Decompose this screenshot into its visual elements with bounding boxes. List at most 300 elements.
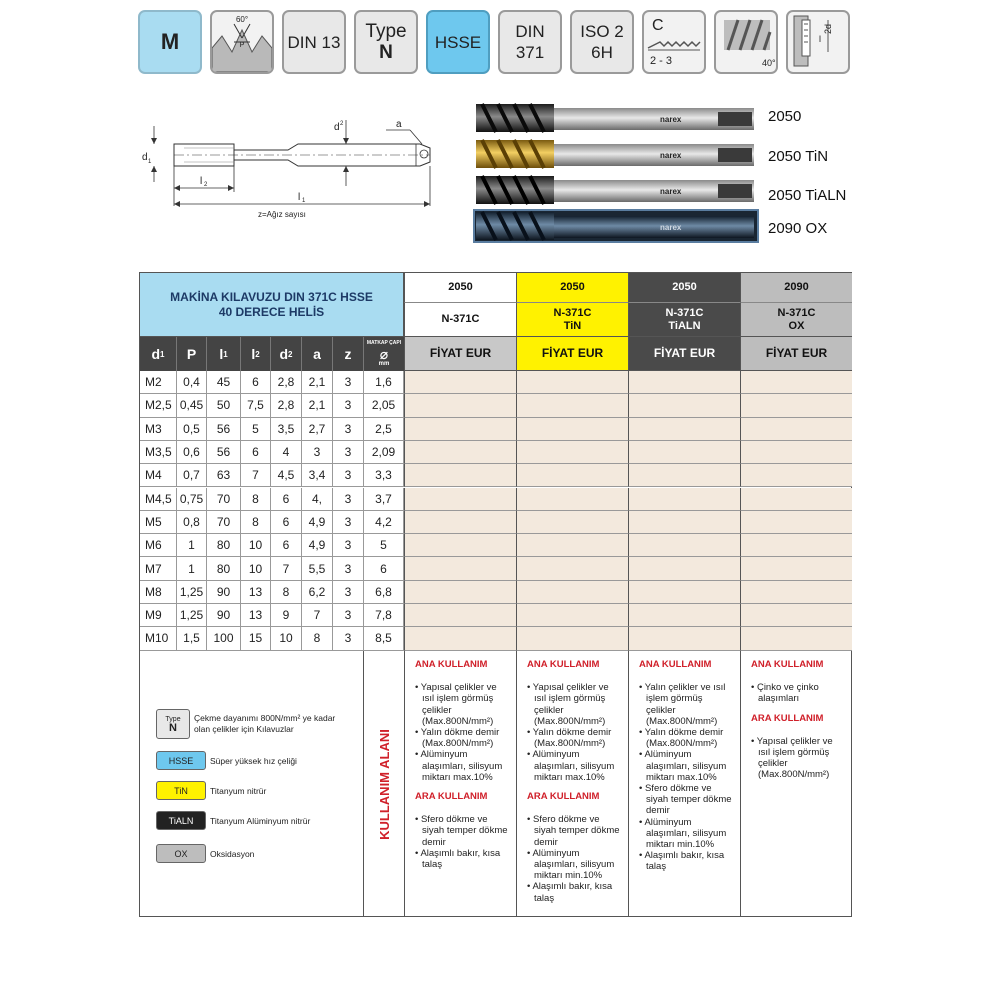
usage-item: • Yalın dökme demir (Max.800N/mm²) xyxy=(415,727,500,750)
price-cell xyxy=(740,534,852,557)
legend-text: Titanyum nitrür xyxy=(210,785,267,796)
price-cell xyxy=(740,418,852,441)
table-cell: 3 xyxy=(333,557,364,580)
main-usage-title: ANA KULLANIM xyxy=(527,659,600,670)
price-cell xyxy=(404,488,516,511)
table-cell: 6 xyxy=(364,557,404,580)
table-cell: 6 xyxy=(241,441,271,464)
helix-angle-label: 40° xyxy=(762,58,776,68)
price-cell xyxy=(740,581,852,604)
price-cell xyxy=(740,394,852,417)
table-cell: 3 xyxy=(333,394,364,417)
table-cell: 2,1 xyxy=(302,371,333,394)
tap-photos xyxy=(472,100,762,245)
price-cell xyxy=(516,534,628,557)
price-cell xyxy=(404,394,516,417)
usage-item: • Sfero dökme ve siyah temper dökme demir xyxy=(527,814,620,848)
table-cell: 8 xyxy=(271,581,302,604)
price-header: FİYAT EUR xyxy=(740,337,852,371)
tap-photo-2090-ox xyxy=(474,210,758,242)
table-cell: 4,9 xyxy=(302,511,333,534)
drill-diameter-icon: ⌀ xyxy=(379,346,389,362)
main-usage-list xyxy=(415,682,510,783)
price-cell xyxy=(628,371,740,394)
price-cell xyxy=(404,511,516,534)
column-code: 2090 xyxy=(740,273,852,303)
table-cell: 1,25 xyxy=(177,604,207,627)
din13-label: DIN 13 xyxy=(287,32,341,52)
table-cell: 80 xyxy=(207,534,241,557)
chamfer-value: 2 - 3 xyxy=(650,55,673,67)
tap-photo-strip xyxy=(472,100,762,245)
table-cell: M7 xyxy=(140,557,177,580)
price-cell xyxy=(404,581,516,604)
table-cell: 2,7 xyxy=(302,418,333,441)
table-cell: 80 xyxy=(207,557,241,580)
drill-header xyxy=(364,337,404,371)
legend-text: Titanyum Alüminyum nitrür xyxy=(210,815,311,826)
table-cell: 3 xyxy=(333,488,364,511)
table-cell: 3 xyxy=(333,441,364,464)
main-usage-list xyxy=(639,682,734,872)
table-cell: 2,05 xyxy=(364,394,404,417)
table-cell: 1 xyxy=(177,557,207,580)
price-cell xyxy=(404,371,516,394)
dim-header-text: d xyxy=(151,346,161,362)
main-usage-list xyxy=(751,682,846,704)
usage-item: • Alüminyum alaşımları, silisyum miktarı max.10% xyxy=(639,749,727,783)
table-cell: 3 xyxy=(333,581,364,604)
sub-usage-title: ARA KULLANIM xyxy=(415,791,488,803)
price-cell xyxy=(740,441,852,464)
table-cell: 1 xyxy=(177,534,207,557)
column-sub-text: OX xyxy=(788,319,805,332)
table-cell: 3 xyxy=(333,604,364,627)
usage-column xyxy=(628,651,740,917)
table-cell: 56 xyxy=(207,441,241,464)
brand-logo-3: narex xyxy=(660,187,682,196)
table-title-line1: MAKİNA KILAVUZU DIN 371C HSSE xyxy=(170,289,373,304)
table-cell: 4,5 xyxy=(271,464,302,487)
legend-type-label: Type xyxy=(165,716,181,723)
din371-label-a: DIN xyxy=(515,22,545,41)
sub-usage-list xyxy=(415,814,510,870)
table-cell: 3 xyxy=(333,418,364,441)
table-cell: 45 xyxy=(207,371,241,394)
type-value: N xyxy=(379,42,393,63)
table-cell: 8 xyxy=(241,488,271,511)
table-cell: 0,75 xyxy=(177,488,207,511)
column-name-text: N-371C xyxy=(665,306,704,319)
price-cell xyxy=(404,627,516,650)
main-usage-title: ANA KULLANIM xyxy=(751,659,824,670)
legend-text: Oksidasyon xyxy=(210,848,255,859)
price-cell xyxy=(628,557,740,580)
legend-item xyxy=(156,709,344,739)
price-header: FİYAT EUR xyxy=(628,337,740,371)
usage-item: • Sfero dökme ve siyah temper dökme demir xyxy=(639,783,732,817)
legend-item xyxy=(156,844,254,863)
price-cell xyxy=(404,604,516,627)
table-cell: 90 xyxy=(207,581,241,604)
helix-badge xyxy=(714,10,778,74)
usage-vertical-label xyxy=(364,651,404,917)
price-cell xyxy=(740,371,852,394)
table-cell: 10 xyxy=(241,557,271,580)
table-cell: M5 xyxy=(140,511,177,534)
table-cell: 4 xyxy=(271,441,302,464)
price-cell xyxy=(628,488,740,511)
legend-item xyxy=(156,751,297,770)
dim-header-text: P xyxy=(186,346,197,362)
price-cell xyxy=(516,604,628,627)
price-cell xyxy=(628,534,740,557)
dim-header-text: a xyxy=(313,346,321,362)
iso-badge xyxy=(570,10,634,74)
table-cell: 90 xyxy=(207,604,241,627)
din371-badge xyxy=(498,10,562,74)
table-cell: 0,5 xyxy=(177,418,207,441)
drill-header-text: MATKAP ÇAPI xyxy=(366,340,402,346)
table-cell: 7 xyxy=(241,464,271,487)
table-cell: M9 xyxy=(140,604,177,627)
svg-text:2: 2 xyxy=(340,121,344,127)
price-cell xyxy=(516,418,628,441)
table-cell: 0,8 xyxy=(177,511,207,534)
table-cell: M6 xyxy=(140,534,177,557)
table-cell: 10 xyxy=(241,534,271,557)
column-code: 2050 xyxy=(628,273,740,303)
hsse-badge xyxy=(426,10,490,74)
chamfer-c-label: C xyxy=(652,17,664,34)
price-cell xyxy=(628,581,740,604)
price-cell xyxy=(516,464,628,487)
dim-header-sub: 2 xyxy=(288,349,293,359)
price-cell xyxy=(628,464,740,487)
price-cell xyxy=(516,441,628,464)
chamfer-icon xyxy=(644,12,704,72)
dim-header-text: d xyxy=(279,346,289,362)
drill-unit: mm xyxy=(378,361,390,367)
price-cell xyxy=(516,511,628,534)
feature-badges xyxy=(138,10,854,74)
svg-text:1: 1 xyxy=(302,198,306,204)
column-name xyxy=(516,303,628,337)
angle-label: 60° xyxy=(235,15,249,24)
price-cell xyxy=(740,604,852,627)
price-cell xyxy=(740,557,852,580)
table-cell: 1,5 xyxy=(177,627,207,650)
usage-vertical-text: KULLANIM ALANI xyxy=(376,728,392,840)
table-cell: 6 xyxy=(271,534,302,557)
sub-usage-title: ARA KULLANIM xyxy=(527,791,600,803)
main-usage-list xyxy=(527,682,622,783)
sub-usage-list xyxy=(527,814,622,904)
l2-label: l xyxy=(200,176,203,187)
column-code: 2050 xyxy=(516,273,628,303)
price-cell xyxy=(628,511,740,534)
legend-text: Süper yüksek hız çeliği xyxy=(210,755,297,766)
price-cell xyxy=(404,557,516,580)
table-cell: M2,5 xyxy=(140,394,177,417)
price-cell xyxy=(740,627,852,650)
tap-drawing xyxy=(138,110,438,230)
main-usage-title: ANA KULLANIM xyxy=(415,659,488,670)
drawing-caption: z=Ağız sayısı xyxy=(258,210,306,219)
column-code: 2050 xyxy=(404,273,516,303)
column-name xyxy=(404,303,516,337)
column-name xyxy=(628,303,740,337)
price-cell xyxy=(404,534,516,557)
table-cell: M3,5 xyxy=(140,441,177,464)
hsse-label: HSSE xyxy=(434,32,482,52)
table-cell: 3,3 xyxy=(364,464,404,487)
dim-header xyxy=(241,337,271,371)
table-cell: 7 xyxy=(302,604,333,627)
usage-column xyxy=(740,651,852,917)
sub-usage-list xyxy=(751,736,846,781)
price-cell xyxy=(404,441,516,464)
table-cell: 0,6 xyxy=(177,441,207,464)
tool-label-2090-ox: 2090 OX xyxy=(768,220,828,237)
thread-profile-badge xyxy=(210,10,274,74)
dim-header xyxy=(302,337,333,371)
legend xyxy=(140,651,364,917)
table-cell: 50 xyxy=(207,394,241,417)
price-cell xyxy=(516,371,628,394)
type-label: Type xyxy=(365,21,407,42)
usage-item: • Yalın dökme demir (Max.800N/mm²) xyxy=(639,727,724,750)
table-cell: 6,8 xyxy=(364,581,404,604)
table-cell: 5 xyxy=(364,534,404,557)
dim-header-text: l xyxy=(219,346,224,362)
column-sub-text: TiN xyxy=(563,319,582,332)
brand-logo-2: narex xyxy=(660,151,682,160)
table-cell: 4, xyxy=(302,488,333,511)
dim-header-text: l xyxy=(251,346,256,362)
din13-badge xyxy=(282,10,346,74)
tool-label-2050-tin: 2050 TiN xyxy=(768,148,829,165)
table-cell: 70 xyxy=(207,488,241,511)
table-cell: 3,4 xyxy=(302,464,333,487)
table-cell: 10 xyxy=(271,627,302,650)
table-cell: 3,5 xyxy=(271,418,302,441)
depth-l-label: l xyxy=(819,34,821,44)
table-cell: 13 xyxy=(241,581,271,604)
depth-label: 2d xyxy=(823,23,833,34)
dim-header-text: z xyxy=(344,346,352,362)
table-cell: 6 xyxy=(271,488,302,511)
sub-usage-title: ARA KULLANIM xyxy=(751,712,824,724)
legend-type-value: N xyxy=(169,722,177,734)
table-cell: M3 xyxy=(140,418,177,441)
blind-hole-icon xyxy=(788,12,848,72)
price-cell xyxy=(404,418,516,441)
table-cell: 4,2 xyxy=(364,511,404,534)
d2-label: d xyxy=(334,122,340,133)
table-cell: M10 xyxy=(140,627,177,650)
price-cell xyxy=(628,627,740,650)
iso-label-a: ISO 2 xyxy=(580,22,624,41)
column-name-text: N-371C xyxy=(777,306,816,319)
usage-item: • Alaşımlı bakır, kısa talaş xyxy=(415,847,501,871)
table-cell: 3 xyxy=(333,534,364,557)
table-cell: 6,2 xyxy=(302,581,333,604)
price-header: FİYAT EUR xyxy=(516,337,628,371)
table-cell: 5 xyxy=(241,418,271,441)
table-cell: M4,5 xyxy=(140,488,177,511)
type-n-badge xyxy=(354,10,418,74)
tool-label-2050: 2050 xyxy=(768,108,802,125)
usage-item: • Yalın çelikler ve ısıl işlem görmüş çelikler (Max.800N/mm²) xyxy=(639,682,726,727)
price-cell xyxy=(740,488,852,511)
table-cell: 3 xyxy=(333,371,364,394)
metric-label: M xyxy=(160,29,180,54)
price-cell xyxy=(628,604,740,627)
table-title-line2: 40 DERECE HELİS xyxy=(218,304,325,319)
table-cell: 6 xyxy=(271,511,302,534)
usage-item: • Yapısal çelikler ve ısıl işlem görmüş çelikler (Max.800N/mm²) xyxy=(751,735,833,781)
column-name-text: N-371C xyxy=(441,313,480,325)
usage-item: • Alüminyum alaşımları, silisyum miktarı max.10% xyxy=(415,749,503,783)
pitch-label: P xyxy=(239,42,245,49)
table-cell: 63 xyxy=(207,464,241,487)
legend-item xyxy=(156,781,266,800)
legend-box: TiN xyxy=(156,781,206,800)
usage-column xyxy=(404,651,516,917)
svg-text:2: 2 xyxy=(204,182,208,188)
table-cell: 3 xyxy=(333,627,364,650)
price-cell xyxy=(740,511,852,534)
table-cell: 100 xyxy=(207,627,241,650)
tap-photo-2050-tin xyxy=(476,140,754,168)
legend-type-box xyxy=(156,709,190,739)
legend-box: OX xyxy=(156,844,206,863)
column-name xyxy=(740,303,852,337)
usage-item: • Alüminyum alaşımları, silisyum miktarı min.10% xyxy=(527,847,615,882)
usage-item: • Alüminyum alaşımları, silisyum miktarı max.10% xyxy=(527,749,615,783)
price-cell xyxy=(628,394,740,417)
legend-item xyxy=(156,811,310,830)
usage-item: • Yapısal çelikler ve ısıl işlem görmüş çelikler (Max.800N/mm²) xyxy=(527,682,609,727)
metric-thread-badge xyxy=(138,10,202,74)
table-cell: 2,09 xyxy=(364,441,404,464)
table-cell: 3,7 xyxy=(364,488,404,511)
tap-dimension-drawing xyxy=(138,110,438,230)
dim-header xyxy=(207,337,241,371)
din371-label-b: 371 xyxy=(515,43,545,62)
table-cell: 0,45 xyxy=(177,394,207,417)
chamfer-badge xyxy=(642,10,706,74)
dim-header-sub: 1 xyxy=(160,349,165,359)
price-cell xyxy=(516,557,628,580)
usage-item: • Alaşımlı bakır, kısa talaş xyxy=(639,850,725,873)
usage-item: • Yapısal çelikler ve ısıl işlem görmüş çelikler (Max.800N/mm²) xyxy=(415,682,497,727)
dim-header-sub: 2 xyxy=(255,349,260,359)
tap-photo-2050-tialn xyxy=(476,176,754,204)
table-cell: 4,9 xyxy=(302,534,333,557)
usage-item: • Çinko ve çinko alaşımları xyxy=(751,682,819,705)
table-cell: 3 xyxy=(333,511,364,534)
tap-photo-2050 xyxy=(476,104,754,132)
column-name-text: N-371C xyxy=(553,306,592,319)
table-cell: 5,5 xyxy=(302,557,333,580)
table-cell: 2,5 xyxy=(364,418,404,441)
table-cell: 7,8 xyxy=(364,604,404,627)
a-label: a xyxy=(396,119,402,130)
usage-item: • Alaşımlı bakır, kısa talaş xyxy=(527,881,613,904)
price-cell xyxy=(516,394,628,417)
price-cell xyxy=(516,627,628,650)
d1-label: d xyxy=(142,152,148,163)
table-cell: 2,8 xyxy=(271,394,302,417)
table-cell: 2,8 xyxy=(271,371,302,394)
table-cell: 7 xyxy=(271,557,302,580)
tool-label-2050-tialn: 2050 TiALN xyxy=(768,187,847,204)
price-cell xyxy=(516,488,628,511)
table-cell: 8 xyxy=(302,627,333,650)
table-cell: 0,7 xyxy=(177,464,207,487)
l1-label: l xyxy=(298,192,301,203)
dim-header xyxy=(333,337,364,371)
table-cell: 8,5 xyxy=(364,627,404,650)
tap-spec-table xyxy=(139,272,852,917)
legend-text: Çekme dayanımı 800N/mm² ye kadar olan çelikler için Kılavuzlar xyxy=(194,713,336,734)
main-usage-title: ANA KULLANIM xyxy=(639,659,712,670)
price-cell xyxy=(516,581,628,604)
usage-column xyxy=(516,651,628,917)
helix-icon xyxy=(716,12,776,72)
dim-header xyxy=(177,337,207,371)
usage-item: • Sfero dökme ve siyah temper dökme demir xyxy=(415,814,508,848)
table-cell: 6 xyxy=(241,371,271,394)
table-cell: 9 xyxy=(271,604,302,627)
table-cell: 7,5 xyxy=(241,394,271,417)
usage-item: • Alüminyum alaşımları, silisyum miktarı min.10% xyxy=(639,816,727,851)
iso-label-b: 6H xyxy=(591,43,613,62)
dim-header-sub: 1 xyxy=(223,349,228,359)
table-title xyxy=(140,273,404,337)
table-cell: 1,6 xyxy=(364,371,404,394)
table-cell: M4 xyxy=(140,464,177,487)
table-cell: M2 xyxy=(140,371,177,394)
legend-box: HSSE xyxy=(156,751,206,770)
price-cell xyxy=(628,441,740,464)
table-cell: 2,1 xyxy=(302,394,333,417)
column-sub-text: TiALN xyxy=(668,319,701,332)
svg-text:1: 1 xyxy=(148,159,152,165)
dim-header xyxy=(140,337,177,371)
depth-badge xyxy=(786,10,850,74)
legend-box: TiALN xyxy=(156,811,206,830)
table-cell: 70 xyxy=(207,511,241,534)
usage-item: • Yalın dökme demir (Max.800N/mm²) xyxy=(527,727,612,750)
price-cell xyxy=(628,418,740,441)
table-cell: M8 xyxy=(140,581,177,604)
price-cell xyxy=(404,464,516,487)
dim-header xyxy=(271,337,302,371)
table-cell: 56 xyxy=(207,418,241,441)
table-cell: 15 xyxy=(241,627,271,650)
thread-profile-icon xyxy=(212,12,272,72)
table-cell: 0,4 xyxy=(177,371,207,394)
table-cell: 8 xyxy=(241,511,271,534)
table-cell: 3 xyxy=(302,441,333,464)
table-cell: 13 xyxy=(241,604,271,627)
table-cell: 3 xyxy=(333,464,364,487)
price-header: FİYAT EUR xyxy=(404,337,516,371)
table-cell: 1,25 xyxy=(177,581,207,604)
